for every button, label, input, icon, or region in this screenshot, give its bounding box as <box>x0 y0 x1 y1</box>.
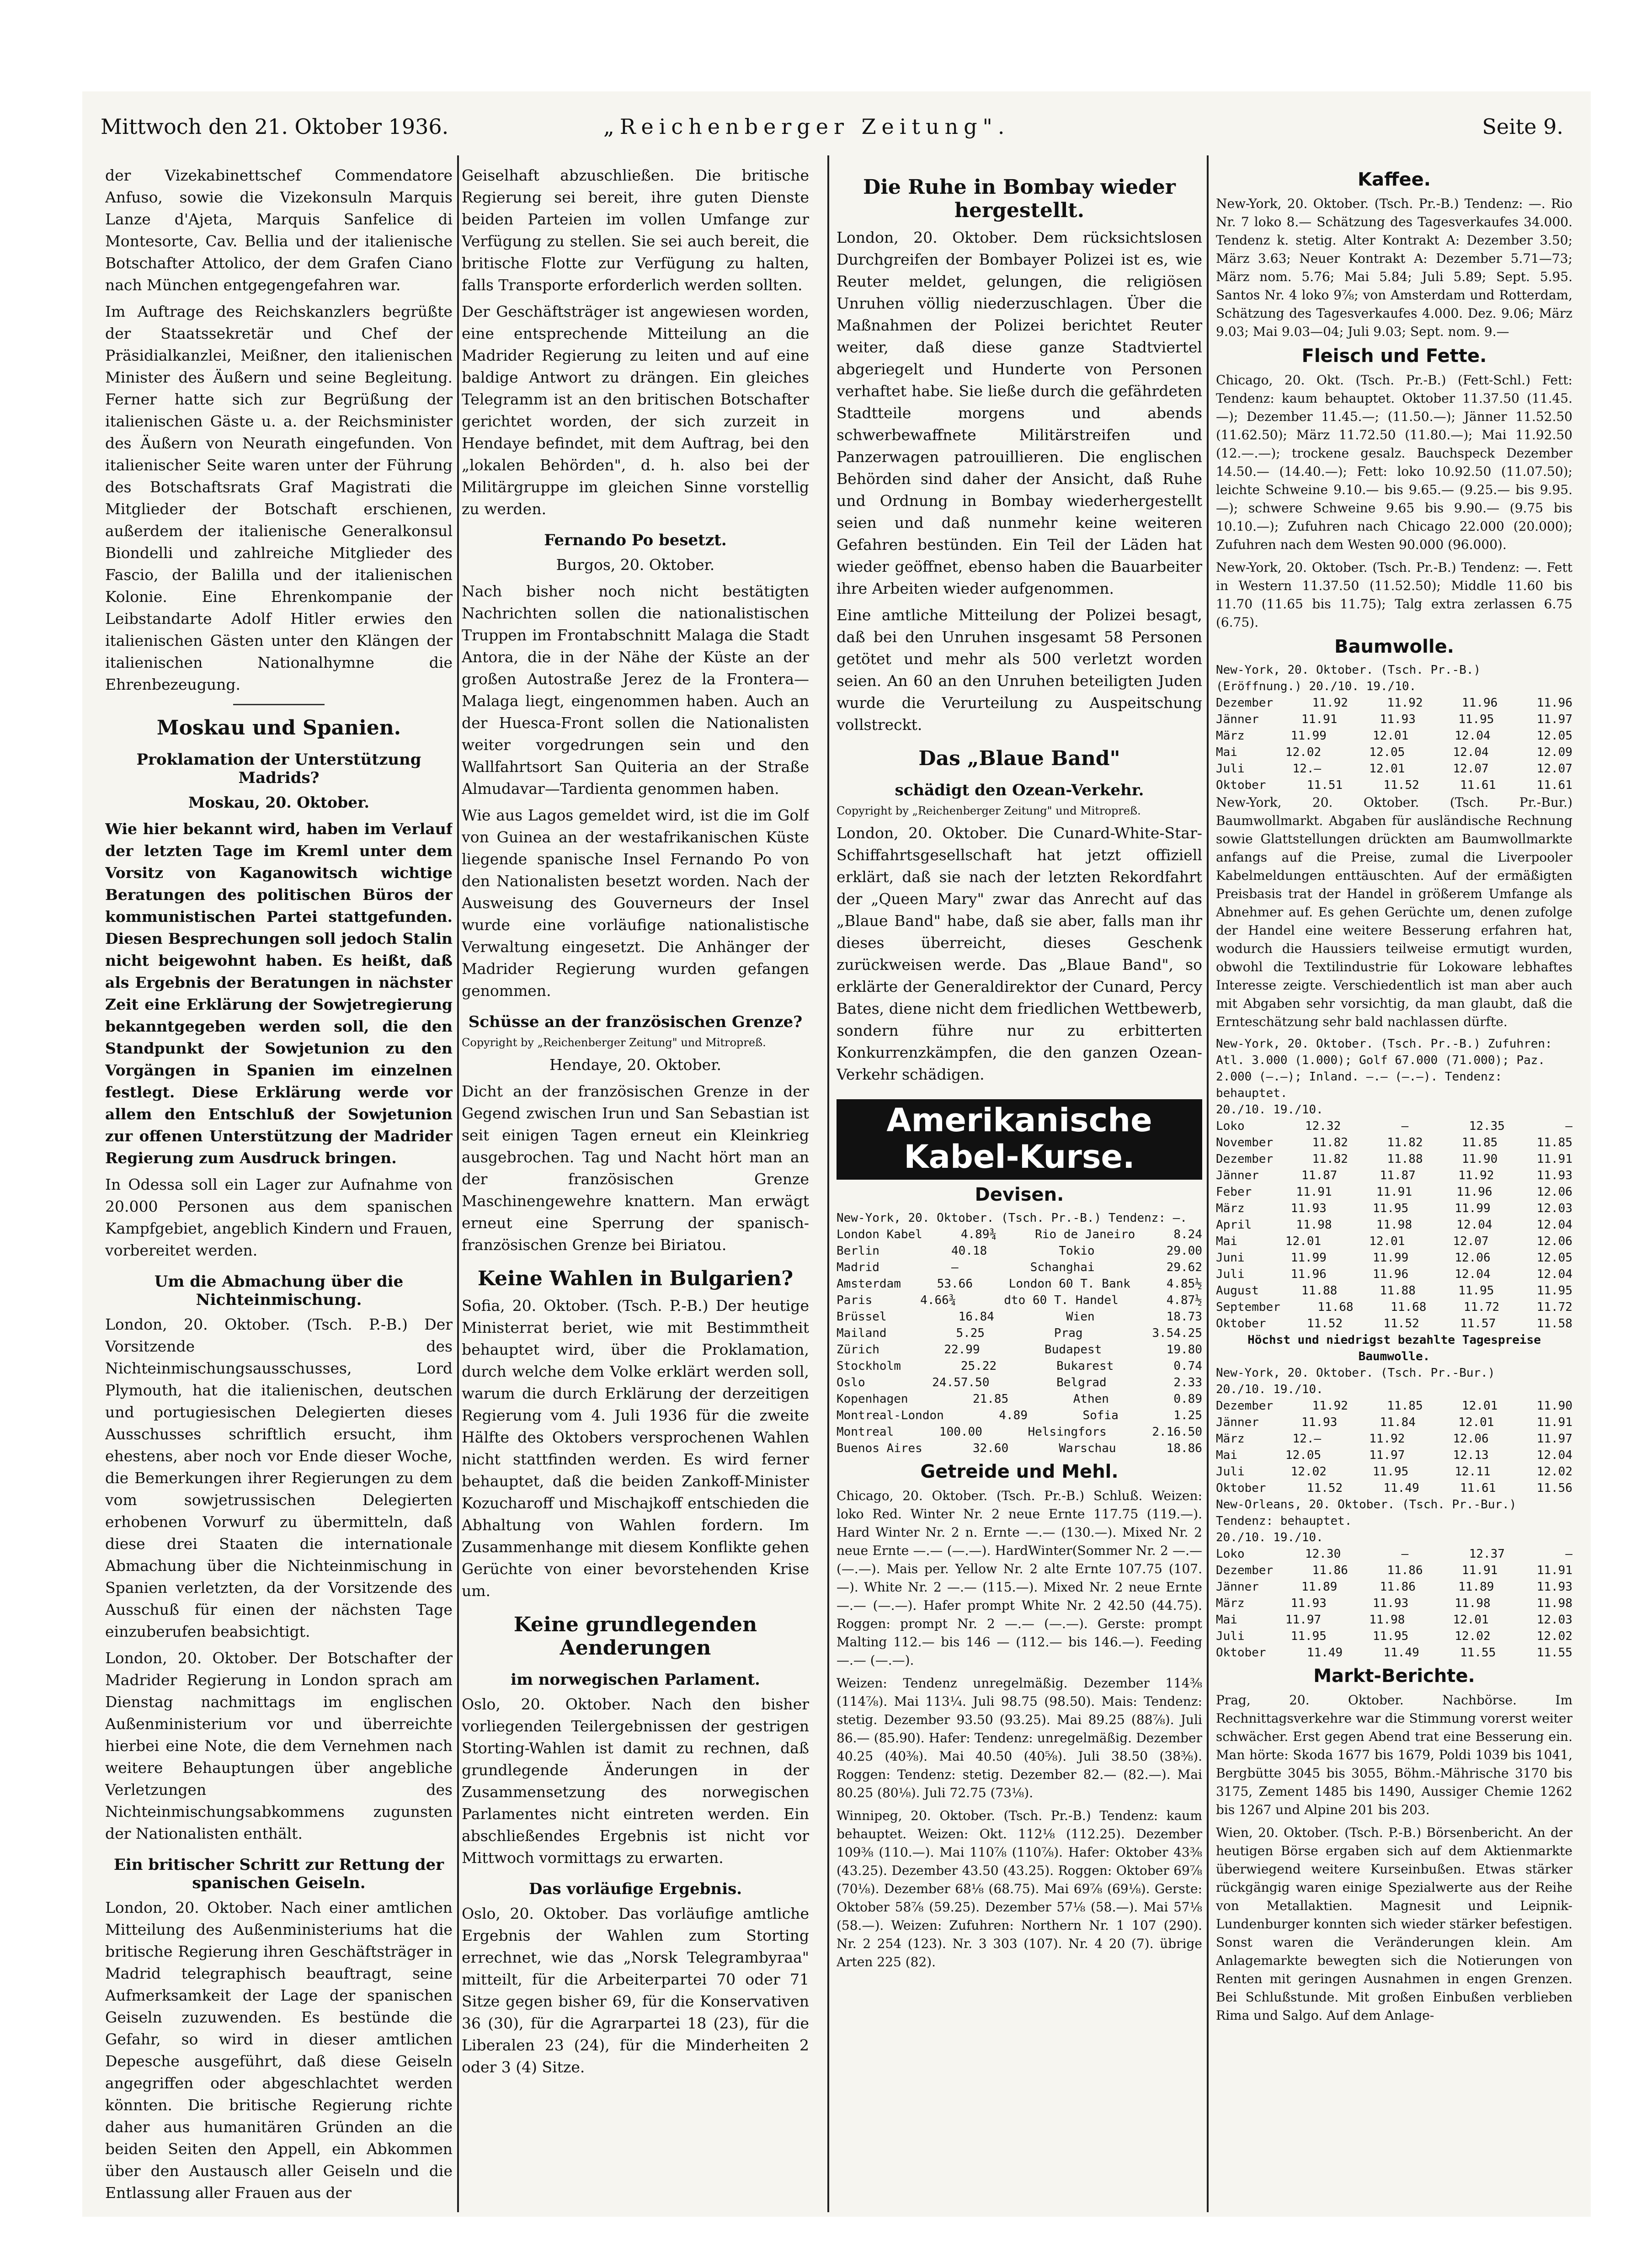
article-paragraph: Wie aus Lagos gemeldet wird, ist die im Golf von Guinea an der westafrikanischen Küste liegende spanische Insel Fernando Po von den Nationalisten besetzt worden. Nach der Ausweisung des Gouverneurs der Insel wurde eine vorläufige nationalistische Verwaltung eingesetzt. Die Anhänger der Madrider Regierung wurden gefangen genommen. <box>462 806 809 1000</box>
table-row: Brüssel 16.84 Wien 18.73 <box>837 1310 1202 1324</box>
table-row: März 11.93 11.93 11.98 11.98 <box>1216 1597 1572 1610</box>
market-paragraph: New-York, 20. Oktober. (Tsch. Pr.-Bur.) Baumwollmarkt. Abgaben für ausländische Rechnung sowie Glattstellungen drückten am Baumwollmarkte anfangs auf die Preise, zumal die Liverpooler Kabelmeldungen enttäuschten. Auf der ermäßigten Preisbasis trat der Handel in größerem Umfange als Abnehmer auf. Es gehen Gerüchte um, denen zufolge der Handel eine weitere Besserung erfahren hat, wodurch die Haussiers teilweise ermutigt wurden, obwohl die Textilindustrie für Lokoware lebhaftes Interesse zeigte. Verschiedentlich ist man aber auch mit Abgaben sehr vorsichtig, da man glaubt, daß die Ernteschätzung sehr bald nachlassen dürfte. <box>1216 795 1572 1029</box>
headline-schuesse: Schüsse an der französischen Grenze? <box>468 1013 803 1031</box>
table-row: Juni 11.99 11.99 12.06 12.05 <box>1216 1251 1572 1265</box>
table-row: Loko 12.32 — 12.35 — <box>1216 1119 1572 1133</box>
table-row: Mai 12.02 12.05 12.04 12.09 <box>1216 745 1572 759</box>
headline-norwegen: Keine grundlegenden Aenderungen <box>513 1613 757 1660</box>
table-row: Juli 12.— 12.01 12.07 12.07 <box>1216 762 1572 776</box>
table-row: Mai 11.97 11.98 12.01 12.03 <box>1216 1613 1572 1627</box>
table-row: Oslo 24.57.50 Belgrad 2.33 <box>837 1376 1202 1389</box>
table-row: Buenos Aires 32.60 Warschau 18.86 <box>837 1442 1202 1455</box>
table-row: Dezember 11.86 11.86 11.91 11.91 <box>1216 1564 1572 1577</box>
market-paragraph: New-York, 20. Oktober. (Tsch. Pr.-B.) Tendenz: —. Rio Nr. 7 loko 8.— Schätzung des Tagesverkaufes 34.000. Tendenz k. stetig. Alter Kontrakt A: Dezember 3.50; März 3.63; Neuer Kontrakt A: Dezember 5.71—73; März nom. 5.76; Mai 5.84; Juli 5.89; Sept. 5.95. Santos Nr. 4 loko 9⅞; von Amsterdam und Rotterdam, Schätzung des Tagesverkaufes 4.000. Dez. 9.06; März 9.03; Mai 9.03—04; Juli 9.03; Sept. nom. 9.— <box>1216 196 1572 339</box>
table-row: Mailand 5.25 Prag 3.54.25 <box>837 1326 1202 1340</box>
article-paragraph: London, 20. Oktober. Die Cunard-White-Star-Schiffahrtsgesellschaft hat jetzt offiziell erklärt, daß sie nach der letzten Rekordfahrt der „Queen Mary" zwar das Anrecht auf das „Blaue Band" habe, daß sie aber, falls man ihr dieses überreicht, dieses Geschenk zurückweisen werde. Das „Blaue Band", so erklärte der Generaldirektor der Cunard, Percy Bates, diene nicht dem friedlichen Wettbewerb, sondern führe nur zu erbitterten Konkurrenzkämpfen, die den ganzen Ozean-Verkehr schädigen. <box>837 824 1202 1083</box>
cotton3-header: New-York, 20. Oktober. (Tsch. Pr.-Bur.) <box>1216 1366 1495 1380</box>
headline-bombay: Die Ruhe in Bombay wieder hergestellt. <box>863 176 1176 222</box>
table-row: Feber 11.91 11.91 11.96 12.06 <box>1216 1185 1572 1199</box>
table-row: März 11.93 11.95 11.99 12.03 <box>1216 1202 1572 1215</box>
article-paragraph: London, 20. Oktober. (Tsch. P.-B.) Der Vorsitzende des Nichteinmischungsausschusses, Lord Plymouth, hat die italienischen, deutschen und portugiesischen Delegierten dieses Ausschusses schriftlich ersucht, ihm ehestens, aber noch vor Ende dieser Woche, die Bemerkungen ihrer Regierungen zu dem vom sowjetrussischen Delegierten erhobenen Vorwurf zu übermitteln, daß diese drei Staaten die internationale Abmachung über die Nichteinmischung in Spanien verletzten, da der Vorsitzende des Ausschuß für einen der nächsten Tage einzuberufen beabsichtigt. <box>105 1315 453 1640</box>
baumwolle-heading: Baumwolle. <box>1334 636 1454 657</box>
headline-ergebnis: Das vorläufige Ergebnis. <box>528 1880 742 1898</box>
cotton4-columns: 20./10. 19./10. <box>1216 1531 1323 1544</box>
devisen-header: New-York, 20. Oktober. (Tsch. Pr.-B.) Tendenz: —. <box>837 1211 1188 1225</box>
copyright-note: Copyright by „Reichenberger Zeitung" und Mitropreß. <box>462 1036 766 1049</box>
subheadline: Proklamation der Unterstützung Madrids? <box>136 750 421 787</box>
article-paragraph: Im Auftrage des Reichskanzlers begrüßte der Staatssekretär und Chef der Präsidialkanzlei, Meißner, den italienischen Minister des Äußern und seine Begleitung. Ferner hatte sich zur Begrüßung der italienischen Gäste u. a. der Reichsminister des Äußern von Neurath eingefunden. Von italienischer Seite waren unter der Führung des Botschaftsrats Graf Magistrati die Mitglieder der Botschaft erschienen, außerdem der italienische Generalkonsul Biondelli und zahlreiche Mitglieder des Fascio, der Balilla und der italienischen Kolonie. Eine Ehrenkompanie der Leibstandarte Adolf Hitler erwies den italienischen Gästen unter den Klängen der italienischen Nationalhymne die Ehrenbezeugung. <box>105 303 453 693</box>
market-paragraph: Chicago, 20. Okt. (Tsch. Pr.-B.) (Fett-Schl.) Fett: Tendenz: kaum behauptet. Oktober 11.37.50 (11.45.—); Dezember 11.45.—; (11.50.—); Jänner 11.52.50 (11.62.50); März 11.72.50 (11.80.—); Mai 11.92.50 (12.—.—); trockene gesalz. Bauchspeck Dezember 14.50.— (14.40.—); Fett: loko 10.92.50 (11.07.50); leichte Schweine 9.10.— bis 9.65.— (9.25.— bis 9.95.—); schwere Schweine 9.65 bis 9.90.— (9.75 bis 10.10.—); Zufuhren nach Chicago 22.000 (20.000); Zufuhren nach dem Westen 90.000 (96.000). <box>1216 373 1572 552</box>
table-row: Oktober 11.52 11.52 11.57 11.58 <box>1216 1317 1572 1331</box>
table-row: London Kabel 4.89¾ Rio de Janeiro 8.24 <box>837 1228 1202 1241</box>
divider <box>233 704 325 705</box>
article-paragraph: Dicht an der französischen Grenze in der Gegend zwischen Irun und San Sebastian ist seit einigen Tagen erneut ein Kleinkrieg ausgebrochen. Tag und Nacht hört man an der französischen Grenze Maschinengewehre knattern. Man erwägt erneut eine Sperrung der spanisch-französischen Grenze bei Biriatou. <box>462 1082 809 1254</box>
table-row: Madrid — Schanghai 29.62 <box>837 1261 1202 1274</box>
article-paragraph: Eine amtliche Mitteilung der Polizei besagt, daß bei den Unruhen insgesamt 58 Personen getötet und mehr als 500 verletzt worden seien. An 60 an den Unruhen beteiligten Juden wurde die Verurteilung zu Auspeitschung vollstreckt. <box>837 606 1202 734</box>
cotton-table <box>1216 695 1572 793</box>
cotton2-columns: 20./10. 19./10. <box>1216 1103 1323 1117</box>
header-masthead: „Reichenberger Zeitung". <box>603 114 1010 139</box>
column-1 <box>105 165 453 2203</box>
table-row: Dezember 11.92 11.92 11.96 11.96 <box>1216 696 1572 710</box>
fleisch-heading: Fleisch und Fette. <box>1301 346 1487 367</box>
market-paragraph: Prag, 20. Oktober. Nachbörse. Im Rechnittagsverkehre war die Stimmung vorerst weiter schwächer. Erst gegen Abend trat eine Besserung ein. Man hörte: Skoda 1677 bis 1679, Poldi 1039 bis 1041, Bergbütte 3045 bis 3055, Böhm.-Mährische 3170 bis 3175, Zement 1485 bis 1490, Aussiger Chemie 1262 bis 1267 und Alpine 201 bis 203. <box>1216 1692 1572 1817</box>
table-row: Juli 12.02 11.95 12.11 12.02 <box>1216 1465 1572 1479</box>
column-3 <box>837 165 1202 2203</box>
table-row: Kopenhagen 21.85 Athen 0.89 <box>837 1392 1202 1406</box>
column-rule <box>457 155 459 2212</box>
table-row: März 12.— 11.92 12.06 11.97 <box>1216 1432 1572 1446</box>
table-row: Jänner 11.87 11.87 11.92 11.93 <box>1216 1169 1572 1182</box>
copyright-note: Copyright by „Reichenberger Zeitung" und Mitropreß. <box>837 804 1141 817</box>
table-row: Juli 11.95 11.95 12.02 12.02 <box>1216 1629 1572 1643</box>
header-page-number: Seite 9. <box>1482 114 1563 139</box>
cotton4-table <box>1216 1546 1572 1661</box>
kabel-kurse-banner: Amerikanische Kabel-Kurse. <box>837 1099 1202 1180</box>
subheadline: schädigt den Ozean-Verkehr. <box>895 781 1144 799</box>
market-paragraph: Wien, 20. Oktober. (Tsch. P.-B.) Börsenbericht. An der heutigen Börse ergaben sich auf dem Aktienmarkte überwiegend weitere Kurseinbußen. Etwas stärker rückgängig waren einige Spezialwerte aus der Reihe von Metallaktien. Magnesit und Leipnik-Lundenburger konnten sich wieder stärker befestigen. Sonst waren die Veränderungen klein. Am Anlagemarkte bewegten sich die Notierungen von Renten mit geringen Ausnahmen in engen Grenzen. Bei Schlußstunde. Mit großen Einbußen verblieben Rima und Salgo. Auf dem Anlage- <box>1216 1825 1572 2023</box>
table-row: Dezember 11.82 11.88 11.90 11.91 <box>1216 1152 1572 1166</box>
dateline: Burgos, 20. Oktober. <box>556 556 715 574</box>
table-row: Montreal-London 4.89 Sofia 1.25 <box>837 1409 1202 1422</box>
table-row: Mai 12.05 11.97 12.13 12.04 <box>1216 1448 1572 1462</box>
table-row: Oktober 11.51 11.52 11.61 11.61 <box>1216 778 1572 792</box>
column-4 <box>1216 165 1572 2203</box>
market-paragraph: Winnipeg, 20. Oktober. (Tsch. Pr.-B.) Tendenz: kaum behauptet. Weizen: Okt. 112⅛ (112.25). Dezember 109⅜ (110.—). Mai 110⅞ (110⅞). Hafer: Oktober 43⅜ (43.25). Dezember 43.50 (43.25). Roggen: Oktober 69⅞ (70⅛). Dezember 68⅛ (68.75). Mai 69⅞ (69⅛). Gerste: Oktober 58⅞ (59.25). Dezember 57⅛ (58.—). Mai 57⅛ (58.—). Weizen: Zufuhren: Northern Nr. 1 107 (290). Nr. 2 254 (123). Nr. 3 303 (107). Nr. 4 20 (7). übrige Arten 225 (82). <box>837 1808 1202 1969</box>
article-paragraph: Oslo, 20. Oktober. Das vorläufige amtliche Ergebnis der Wahlen zum Storting errechnet, wie das „Norsk Telegrambyraa" mitteilt, für die Arbeiterpartei 70 oder 71 Sitze gegen bisher 69, für die Konservativen 36 (30), für die Agrarpartei 18 (23), für die Liberalen 23 (24), für die Minderheiten 2 oder 3 (4) Sitze. <box>462 1905 809 2076</box>
article-paragraph: Sofia, 20. Oktober. (Tsch. P.-B.) Der heutige Ministerrat beriet, wie mit Bestimmtheit behauptet wird, über die Proklamation, durch welche dem Volke erklärt werden soll, warum die durch Erklärung der derzeitigen Regierung vom 4. Juli 1936 für die zweite Hälfte des Oktobers versprochenen Wahlen nicht stattfinden werden. Es wird ferner behauptet, daß die beiden Zankoff-Minister Kozucharoff und Mischajkoff entschieden die Abhaltung von Wahlen fordern. Im Zusammenhange mit diesem Konflikte gehen Gerüchte von einer bevorstehenden Krise um. <box>462 1297 809 1600</box>
article-paragraph: London, 20. Oktober. Nach einer amtlichen Mitteilung des Außenministeriums hat die britische Regierung ihren Geschäftsträger in Madrid telegraphisch beauftragt, seine Aufmerksamkeit der Lage der spanischen Geiseln zuzuwenden. Es bestünde die Gefahr, so wird in dieser amtlichen Depesche ausgeführt, daß diese Geiseln angegriffen oder abgeschlachtet werden könnten. Die britische Regierung richte daher aus humanitären Gründen an die beiden Seiten den Appell, ein Abkommen über den Austausch aller Geiseln und die Entlassung aller Frauen aus der <box>105 1899 453 2202</box>
article-paragraph: Wie hier bekannt wird, haben im Verlauf der letzten Tage im Kreml unter dem Vorsitz von Kaganowitsch wichtige Beratungen des politischen Büros der kommunistischen Partei stattgefunden. Diesen Besprechungen soll jedoch Stalin nicht beigewohnt haben. Es heißt, daß als Ergebnis der Beratungen in nächster Zeit eine Erklärung der Sowjetregierung bekanntgegeben werden soll, die den Standpunkt der Sowjetunion zu den Vorgängen in Spanien im einzelnen festlegt. Diese Erklärung werde vor allem den Entschluß der Sowjetunion zur offenen Unterstützung der Madrider Regierung zum Ausdruck bringen. <box>105 820 453 1167</box>
cotton2-header: New-York, 20. Oktober. (Tsch. Pr.-B.) Zufuhren: Atl. 3.000 (1.000); Golf 67.000 (71.000); Paz. 2.000 (—.—); Inland. —.— (—.—). Tendenz: behauptet. <box>1216 1037 1552 1100</box>
table-row: Berlin 40.18 Tokio 29.00 <box>837 1244 1202 1258</box>
table-row: August 11.88 11.88 11.95 11.95 <box>1216 1284 1572 1298</box>
article-paragraph: Oslo, 20. Oktober. Nach den bisher vorliegenden Teilergebnissen der gestrigen Storting-Wahlen ist damit zu rechnen, daß grundlegende Änderungen in der Zusammensetzung des norwegischen Parlamentes nicht eintreten werden. Ein abschließendes Ergebnis ist nicht vor Mittwoch vormittags zu erwarten. <box>462 1695 809 1867</box>
article-paragraph: Geiselhaft abzuschließen. Die britische Regierung sei bereit, ihre guten Dienste beiden Parteien im vollen Umfange zur Verfügung zu stellen. Sie sei auch bereit, die britische Flotte zur Verfügung zu halten, falls Transporte erforderlich werden sollten. <box>462 166 809 294</box>
column-rule <box>827 155 829 2212</box>
table-row: Loko 12.30 — 12.37 — <box>1216 1547 1572 1561</box>
cotton2-table <box>1216 1118 1572 1332</box>
headline-moskau: Moskau und Spanien. <box>156 716 401 740</box>
table-row: Oktober 11.52 11.49 11.61 11.56 <box>1216 1481 1572 1495</box>
kaffee-heading: Kaffee. <box>1358 169 1431 190</box>
headline-nichteinmischung: Um die Abmachung über die Nichteinmischung. <box>154 1272 404 1309</box>
cotton3-title: Höchst und niedrigst bezahlte Tagespreise Baumwolle. <box>1247 1333 1541 1363</box>
table-row: September 11.68 11.68 11.72 11.72 <box>1216 1300 1572 1314</box>
article-paragraph: London, 20. Oktober. Dem rücksichtslosen Durchgreifen der Bombayer Polizei ist es, wie Reuter meldet, gelungen, die religiösen Unruhen völlig niederzuschlagen. Über die Maßnahmen der Polizei berichtet Reuter weiter, daß diese ganze Stadtviertel abgeriegelt und Hunderte von Personen verhaftet habe. Sie ließe durch die gefährdeten Stadtteile morgens und abends schwerbewaffnete Militärstreifen und Panzerwagen patrouillieren. Die englischen Behörden sind daher der Ansicht, daß Ruhe und Ordnung in Bombay wiederhergestellt seien und daß nunmehr keine weiteren Gefahren bestünden. Ein Teil der Läden hat wieder geöffnet, ebenso haben die Bauarbeiter ihre Arbeiten wieder aufgenommen. <box>837 229 1202 597</box>
headline-geiseln: Ein britischer Schritt zur Rettung der spanischen Geiseln. <box>113 1856 444 1892</box>
market-paragraph: Chicago, 20. Oktober. (Tsch. Pr.-B.) Schluß. Weizen: loko Red. Winter Nr. 2 neue Ernte 117.75 (119.—). Hard Winter Nr. 2 n. Ernte —.— (130.—). Mixed Nr. 2 neue Ernte —.— (—.—). HardWinter(Sommer Nr. 2 —.— (—.—). Mais per. Yellow Nr. 2 alte Ernte 107.75 (107.—). White Nr. 2 —.— (115.—). Mixed Nr. 2 neue Ernte —.— (—.—). Hafer prompt White Nr. 2 42.50 (44.75). Roggen: prompt Nr. 2 —.— (—.—). Gerste: prompt Malting 112.— bis 146 — (112.— bis 146.—). Feeding —.— (—.—). <box>837 1488 1202 1668</box>
table-row: Amsterdam 53.66 London 60 T. Bank 4.85½ <box>837 1277 1202 1291</box>
devisen-heading: Devisen. <box>975 1184 1064 1205</box>
header-date: Mittwoch den 21. Oktober 1936. <box>101 114 449 139</box>
article-paragraph: Der Geschäftsträger ist angewiesen worden, eine entsprechende Mitteilung an die Madrider Regierung zu leiten und auf eine baldige Antwort zu drängen. Ein gleiches Telegramm ist an den britischen Botschafter gerichtet worden, der sich zurzeit in Hendaye befindet, mit dem Auftrag, bei den „lokalen Behörden", d. h. also bei der Militärgruppe im gleichen Sinne vorstellig zu werden. <box>462 303 809 518</box>
table-row: Stockholm 25.22 Bukarest 0.74 <box>837 1359 1202 1373</box>
table-row: Jänner 11.89 11.86 11.89 11.93 <box>1216 1580 1572 1594</box>
devisen-table <box>837 1226 1202 1457</box>
headline-fernando-po: Fernando Po besetzt. <box>544 531 727 549</box>
table-row: März 11.99 12.01 12.04 12.05 <box>1216 729 1572 743</box>
table-row: Mai 12.01 12.01 12.07 12.06 <box>1216 1235 1572 1248</box>
cotton4-header: New-Orleans, 20. Oktober. (Tsch. Pr.-Bur.) Tendenz: behauptet. <box>1216 1498 1517 1528</box>
cotton-header: New-York, 20. Oktober. (Tsch. Pr.-B.) <box>1216 663 1481 677</box>
page-header <box>101 110 1563 146</box>
subheadline: im norwegischen Parlament. <box>511 1671 760 1689</box>
column-rule <box>1207 155 1209 2212</box>
dateline: Moskau, 20. Oktober. <box>188 793 370 811</box>
article-paragraph: In Odessa soll ein Lager zur Aufnahme von 20.000 Personen aus dem spanischen Kampfgebiet, angeblich Kindern und Frauen, vorbereitet werden. <box>105 1176 453 1259</box>
table-row: Juli 11.96 11.96 12.04 12.04 <box>1216 1267 1572 1281</box>
cotton3-table <box>1216 1398 1572 1496</box>
headline-blaue-band: Das „Blaue Band" <box>918 747 1120 770</box>
table-row: Jänner 11.93 11.84 12.01 11.91 <box>1216 1416 1572 1429</box>
table-row: November 11.82 11.82 11.85 11.85 <box>1216 1136 1572 1150</box>
market-paragraph: Weizen: Tendenz unregelmäßig. Dezember 114⅜ (114⅞). Mai 113¼. Juli 98.75 (98.50). Mais: Tendenz: stetig. Dezember 93.50 (93.25). Mai 89.25 (88⅞). Juli 86.— (85.90). Hafer: Tendenz: unregelmäßig. Dezember 40.25 (40⅜). Mai 40.50 (40⅝). Juli 38.50 (38⅜). Roggen: Tendenz: stetig. Dezember 82.— (82.—). Mai 80.25 (80⅛). Juli 72.75 (73⅛). <box>837 1676 1202 1800</box>
table-row: Paris 4.66¾ dto 60 T. Handel 4.87½ <box>837 1293 1202 1307</box>
table-row: Jänner 11.91 11.93 11.95 11.97 <box>1216 713 1572 726</box>
table-row: Dezember 11.92 11.85 12.01 11.90 <box>1216 1399 1572 1413</box>
cotton3-columns: 20./10. 19./10. <box>1216 1383 1323 1396</box>
article-paragraph: der Vizekabinettschef Commendatore Anfuso, sowie die Vizekonsuln Marquis Lanze d'Ajeta, Marquis Sanfelice di Montesorte, Cav. Bellia und der italienische Botschafter Attolico, der dem Grafen Ciano nach München entgegengefahren war. <box>105 166 453 294</box>
markt-heading: Markt-Berichte. <box>1313 1666 1475 1687</box>
cotton-columns: (Eröffnung.) 20./10. 19./10. <box>1216 680 1417 693</box>
article-paragraph: London, 20. Oktober. Der Botschafter der Madrider Regierung in London sprach am Dienstag nachmittags im englischen Außenministerium vor und überreichte hierbei eine Note, die dem Vernehmen nach weitere Behauptungen über angebliche Verletzungen des Nichteinmischungsabkommens zugunsten der Nationalisten enthält. <box>105 1649 453 1842</box>
article-paragraph: Nach bisher noch nicht bestätigten Nachrichten sollen die nationalistischen Truppen im Frontabschnitt Malaga die Stadt Antora, die in der Nähe der Küste an der großen Autostraße Jerez de la Frontera—Malaga liegt, eingenommen haben. Auch an der Huesca-Front sollen die Nationalisten weiter vorgedrungen sein und den Wallfahrtsort San Quiteria an der Straße Almudavar—Tardienta genommen haben. <box>462 582 809 798</box>
getreide-heading: Getreide und Mehl. <box>920 1461 1119 1482</box>
table-row: Oktober 11.49 11.49 11.55 11.55 <box>1216 1646 1572 1660</box>
table-row: Zürich 22.99 Budapest 19.80 <box>837 1343 1202 1357</box>
table-row: Montreal 100.00 Helsingfors 2.16.50 <box>837 1425 1202 1439</box>
market-paragraph: New-York, 20. Oktober. (Tsch. Pr.-B.) Tendenz: —. Fett in Western 11.37.50 (11.52.50); Middle 11.60 bis 11.70 (11.65 bis 11.75); Talg extra zerlassen 6.75 (6.75). <box>1216 560 1572 630</box>
column-2 <box>462 165 809 2203</box>
dateline: Hendaye, 20. Oktober. <box>549 1056 721 1074</box>
table-row: April 11.98 11.98 12.04 12.04 <box>1216 1218 1572 1232</box>
headline-bulgarien: Keine Wahlen in Bulgarien? <box>477 1267 794 1290</box>
